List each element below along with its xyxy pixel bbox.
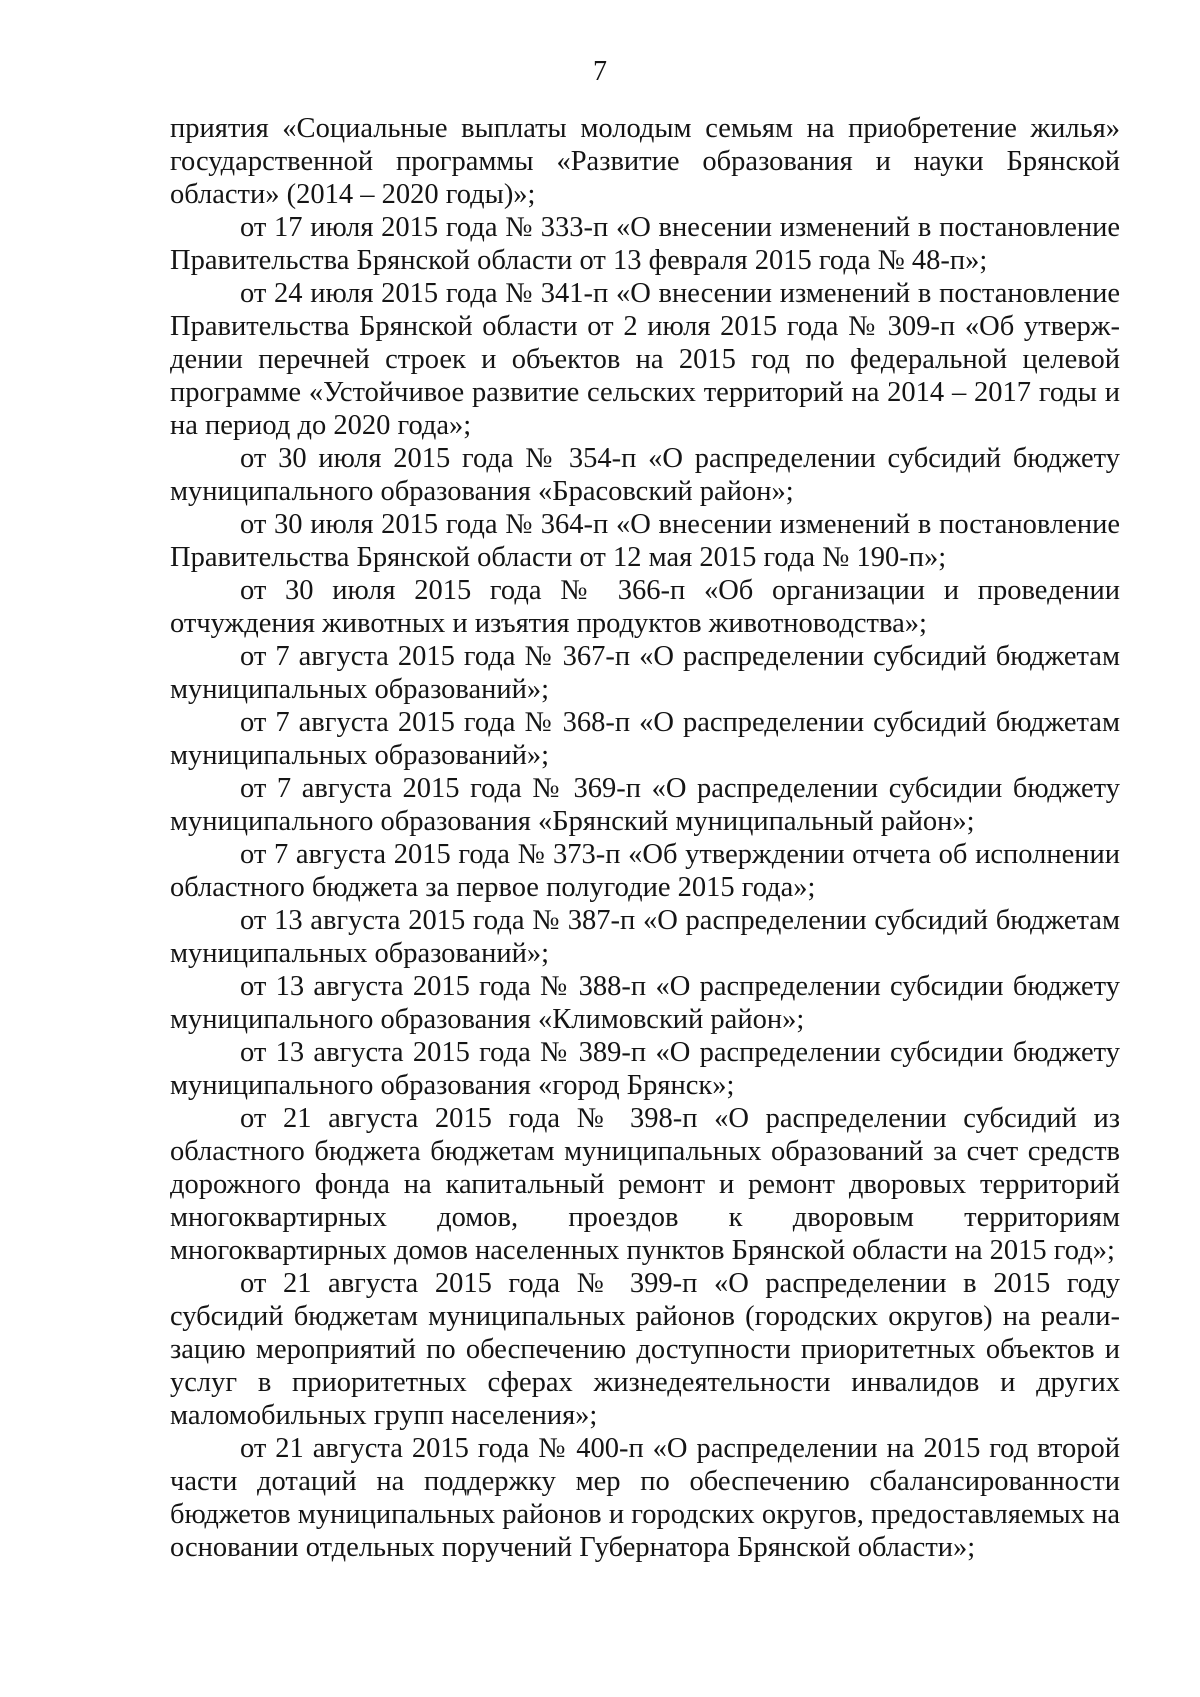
paragraph-resolution-399: от 21 августа 2015 года № 399-п «О распределении в 2015 году субсидий бюджетам муниципальных районов (городских округов) на реализацию мероприятий по обеспечению доступности приоритетных объектов и услуг в приоритетных сферах жизнедеятельности инвалидов и других маломобильных групп населения»;: [170, 1268, 1120, 1431]
paragraph-resolution-366: от 30 июля 2015 года № 366-п «Об организации и проведении отчуждения животных и изъятия продуктов животноводства»;: [170, 575, 1120, 639]
paragraph-continuation: приятия «Социальные выплаты молодым семьям на приобретение жилья» государственной программы «Развитие образования и науки Брянской области» (2014 – 2020 годы)»;: [170, 113, 1120, 210]
paragraph-resolution-354: от 30 июля 2015 года № 354-п «О распределении субсидий бюджету муниципального образования «Брасовский район»;: [170, 443, 1120, 507]
paragraph-resolution-389: от 13 августа 2015 года № 389-п «О распределении субсидии бюджету муниципального образования «город Брянск»;: [170, 1037, 1120, 1101]
paragraph-resolution-368: от 7 августа 2015 года № 368-п «О распределении субсидий бюджетам муниципальных образований»;: [170, 707, 1120, 771]
paragraph-resolution-333: от 17 июля 2015 года № 333-п «О внесении изменений в постановление Правительства Брянской области от 13 февраля 2015 года № 48-п»;: [170, 212, 1120, 276]
paragraph-resolution-364: от 30 июля 2015 года № 364-п «О внесении изменений в постановление Правительства Брянской области от 12 мая 2015 года № 190-п»;: [170, 509, 1120, 573]
document-body: [170, 112, 1120, 1564]
paragraph-resolution-373: от 7 августа 2015 года № 373-п «Об утверждении отчета об исполнении областного бюджета за первое полугодие 2015 года»;: [170, 839, 1120, 903]
paragraph-resolution-387: от 13 августа 2015 года № 387-п «О распределении субсидий бюджетам муниципальных образований»;: [170, 905, 1120, 969]
paragraph-resolution-400: от 21 августа 2015 года № 400-п «О распределении на 2015 год второй части дотаций на поддержку мер по обеспечению сбалансированности бюджетов муниципальных районов и городских округов, предоставляемых на основании отдельных поручений Губернатора Брянской области»;: [170, 1433, 1120, 1563]
page-number: 7: [593, 56, 607, 87]
paragraph-resolution-367: от 7 августа 2015 года № 367-п «О распределении субсидий бюджетам муниципальных образований»;: [170, 641, 1120, 705]
paragraph-resolution-398: от 21 августа 2015 года № 398-п «О распределении субсидий из областного бюджета бюджетам муниципальных образований за счет средств дорожного фонда на капитальный ремонт и ремонт дворовых территорий многоквартирных домов, проездов к дворовым территориям многоквартирных домов населенных пунктов Брянской области на 2015 год»;: [170, 1103, 1120, 1266]
paragraph-resolution-388: от 13 августа 2015 года № 388-п «О распределении субсидии бюджету муниципального образования «Климовский район»;: [170, 971, 1120, 1035]
paragraph-resolution-341: от 24 июля 2015 года № 341-п «О внесении изменений в постановление Правительства Брянской области от 2 июля 2015 года № 309-п «Об утверждении перечней строек и объектов на 2015 год по федеральной целевой программе «Устойчивое развитие сельских территорий на 2014 – 2017 годы и на период до 2020 года»;: [170, 278, 1120, 441]
paragraph-resolution-369: от 7 августа 2015 года № 369-п «О распределении субсидии бюджету муниципального образования «Брянский муниципальный район»;: [170, 773, 1120, 837]
